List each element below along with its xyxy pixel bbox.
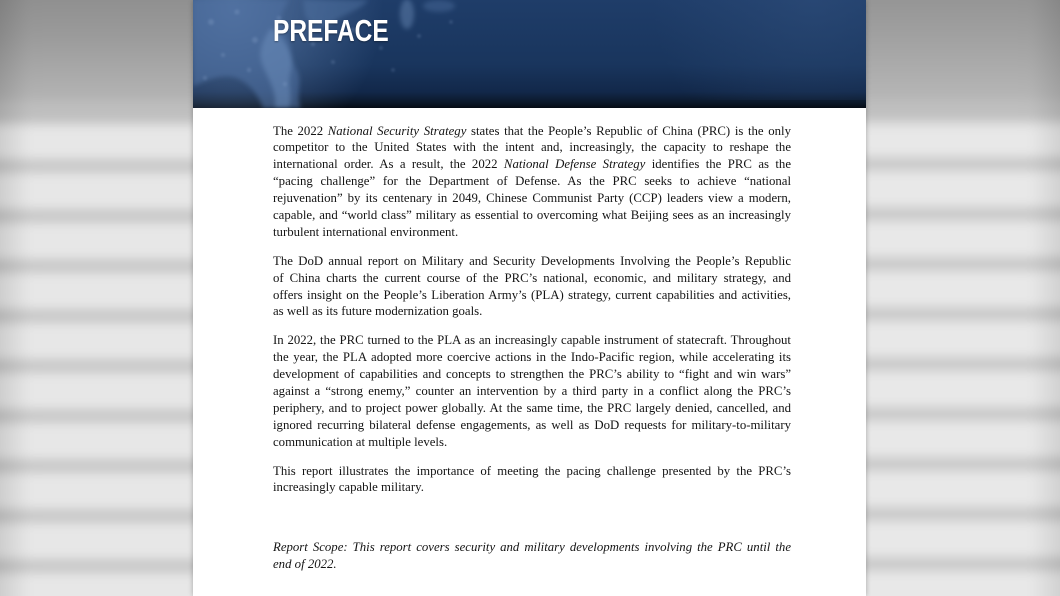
- text-line: competitor to the United States with the intent and, increasingly, the capacity to reshape the: [273, 140, 791, 155]
- text-line: “pacing challenge” for the Department of Defense. As the PRC seeks to achieve “national: [273, 174, 791, 189]
- text-line: offers insight on the People’s Liberation Army’s (PLA) strategy, current capabilities and activities,: [273, 287, 791, 302]
- document-page: [193, 0, 866, 596]
- text-run: identifies the PRC as the: [645, 157, 791, 172]
- paragraph-conclusion: [273, 463, 791, 497]
- text-line: In 2022, the PRC turned to the PLA as an increasingly capable instrument of statecraft. Throughout: [273, 333, 791, 348]
- text-line: as well as its future modernization goals.: [273, 304, 483, 319]
- text-line: ignored recurring bilateral defense engagements, as well as DoD requests for military-to-military: [273, 417, 791, 432]
- preface-banner: [193, 0, 866, 108]
- text-run: states that the People’s Republic of China (PRC) is the only: [466, 123, 791, 138]
- text-line: development of capabilities and concepts to strengthen the PRC’s ability to “fight and win wars”: [273, 367, 791, 382]
- blurred-background-right: [866, 0, 1060, 596]
- text-line: Report Scope: This report covers security and military developments involving the PRC until the: [273, 540, 791, 555]
- italic-title-national-security-strategy: National Security Strategy: [327, 123, 467, 138]
- page-title: PREFACE: [273, 13, 389, 48]
- text-run: international order. As a result, the 2022: [273, 157, 504, 172]
- report-scope-note: [273, 539, 791, 573]
- text-line: communication at multiple levels.: [273, 434, 448, 449]
- text-line: the year, the PLA adopted more coercive actions in the Indo-Pacific region, while accelerating its: [273, 350, 791, 365]
- text-line: increasingly capable military.: [273, 480, 424, 495]
- text-line: turbulent international environment.: [273, 224, 459, 239]
- italic-title-national-defense-strategy: National Defense Strategy: [503, 157, 646, 172]
- blurred-page-backdrop: [866, 0, 1060, 596]
- text-line: [273, 156, 791, 173]
- text-line: of China charts the current course of the PRC’s national, economic, and military strategy, and: [273, 270, 791, 285]
- text-line: end of 2022.: [273, 557, 337, 572]
- blurred-background-left: [0, 0, 193, 596]
- preface-body: [273, 123, 791, 574]
- blurred-page-backdrop: [0, 0, 193, 596]
- text-line: [273, 123, 791, 140]
- text-line: capable, and “world class” military as essential to overcoming what Beijing sees as an increasingly: [273, 207, 791, 222]
- text-run: The 2022: [273, 123, 328, 138]
- paragraph-report-purpose: [273, 253, 791, 321]
- text-line: This report illustrates the importance of meeting the pacing challenge presented by the PRC’s: [273, 463, 791, 478]
- text-line: against a “strong enemy,” counter an intervention by a third party in a conflict along the PRC’s: [273, 383, 791, 398]
- paragraph-strategy-context: [273, 123, 791, 241]
- text-line: periphery, and to project power globally. At the same time, the PRC largely denied, cancelled, and: [273, 400, 791, 415]
- text-line: rejuvenation” by its centenary in 2049, Chinese Communist Party (CCP) leaders view a modern,: [273, 191, 791, 206]
- paragraph-2022-developments: [273, 332, 791, 450]
- text-line: The DoD annual report on Military and Security Developments Involving the People’s Republic: [273, 253, 791, 268]
